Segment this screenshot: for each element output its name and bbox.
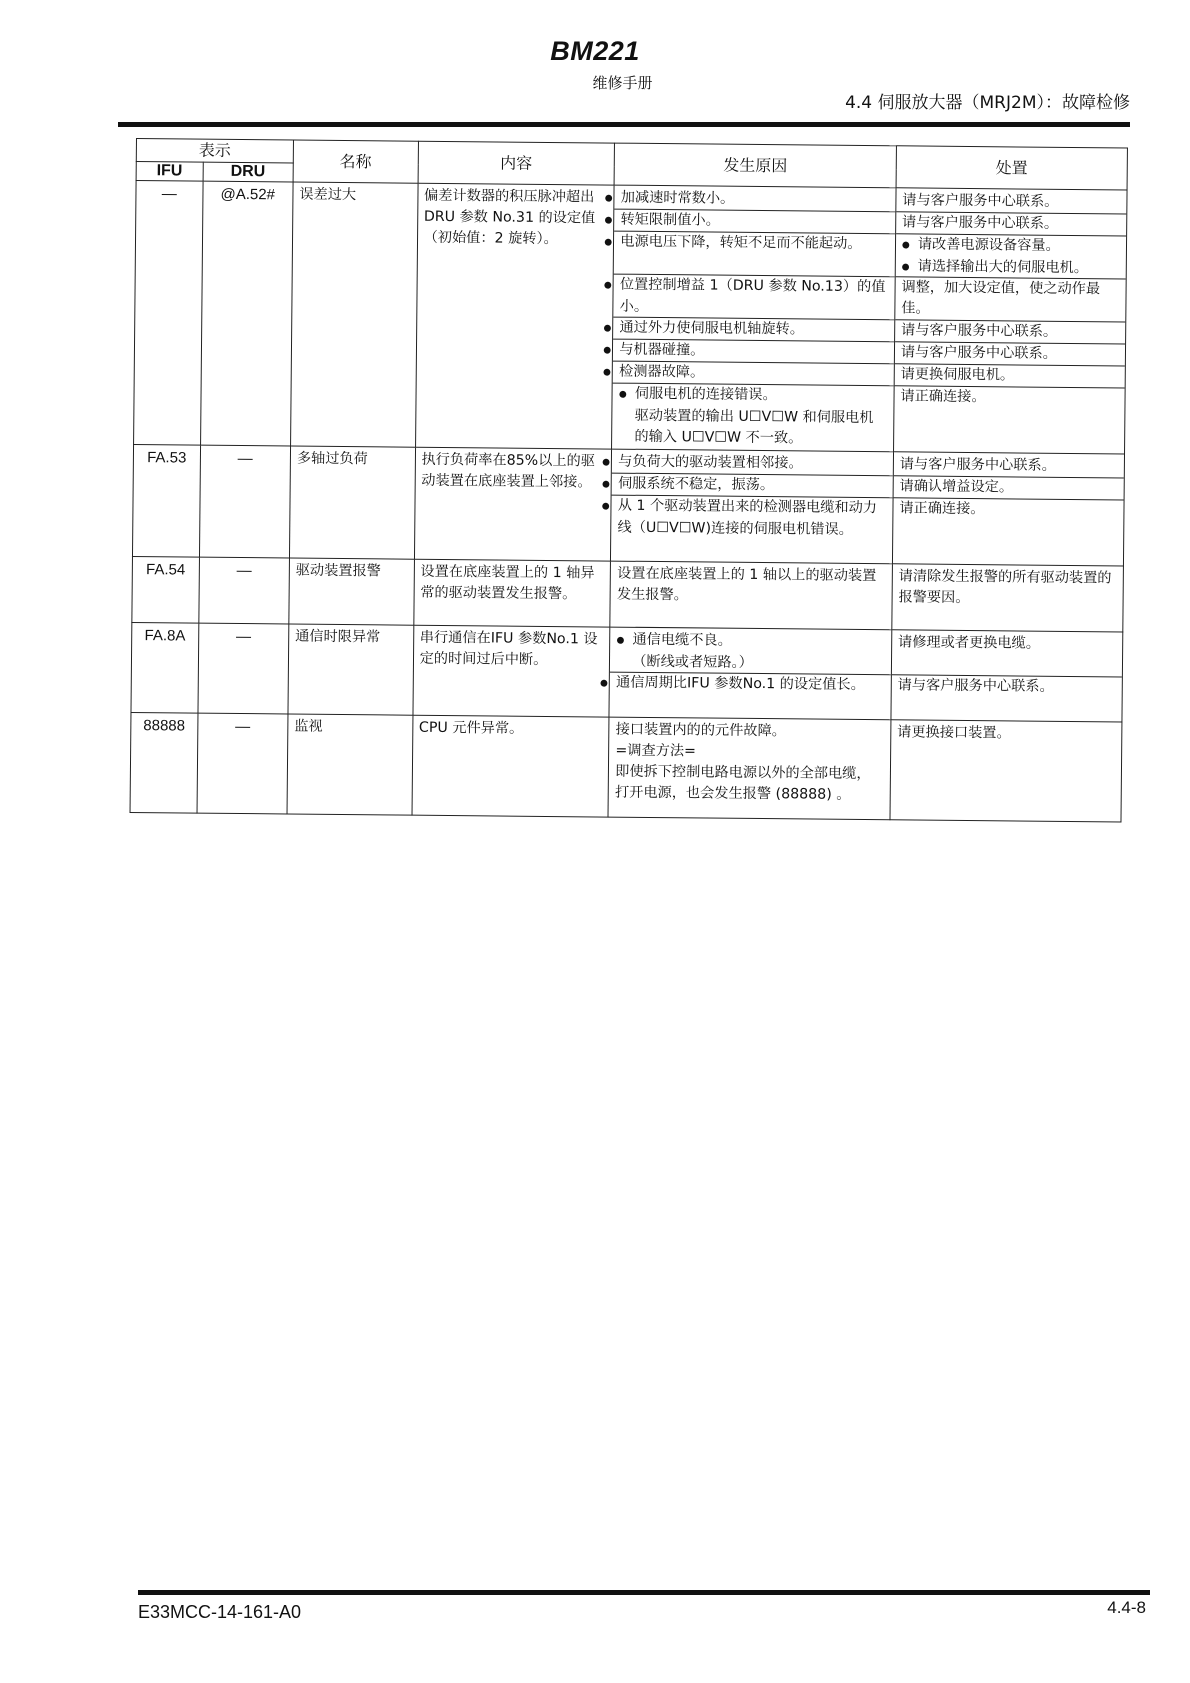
- header-content: 内容: [418, 141, 615, 185]
- table-row: [134, 181, 1127, 455]
- action-item: 请修理或者更换电缆。: [892, 632, 1123, 677]
- alarm-content: 偏差计数器的积压脉冲超出 DRU 参数 No.31 的设定值（初始值：2 旋转）。: [415, 183, 614, 449]
- document-subtitle: 维修手册: [592, 74, 653, 92]
- table-row: [132, 556, 1124, 632]
- cause-text: ● 通信电缆不良。: [616, 630, 885, 655]
- action-item: 请与客户服务中心联系。: [895, 342, 1125, 366]
- ifu-code: —: [134, 181, 203, 446]
- action-item: 请更换伺服电机。: [895, 364, 1125, 388]
- action-item: 请正确连接。: [899, 500, 985, 518]
- action-cell: [893, 188, 1127, 454]
- cause-item: ● 检测器故障。: [613, 362, 894, 387]
- header-rule: [118, 122, 1130, 127]
- cause-item: ● 伺服系统不稳定，振荡。: [612, 474, 893, 499]
- alarm-content: 设置在底座装置上的 1 轴异常的驱动装置发生报警。: [413, 559, 610, 627]
- footer-rule: [138, 1590, 1150, 1595]
- ifu-code: FA.54: [132, 556, 199, 623]
- action-item: [896, 234, 1127, 279]
- action-item: 请与客户服务中心联系。: [896, 190, 1126, 214]
- dru-code: —: [198, 623, 289, 714]
- dru-code: —: [197, 713, 288, 814]
- fault-table: [130, 138, 1128, 822]
- cause-item: ● 从 1 个驱动装置出来的检测器电缆和动力线（U☐V☐W)连接的伺服电机错误。: [611, 496, 892, 562]
- cause-text: ● 伺服电机的连接错误。: [619, 384, 888, 409]
- header-ifu: IFU: [136, 162, 203, 182]
- alarm-name: 监视: [287, 714, 413, 815]
- cause-detail: 驱动装置的输出 U☐V☐W 和伺服电机的输入 U☐V☐W 不一致。: [634, 407, 874, 447]
- alarm-name: 多轴过负荷: [289, 446, 415, 559]
- action-item: 请与客户服务中心联系。: [894, 454, 1124, 478]
- cause-item: ● 位置控制增益 1（DRU 参数 No.13）的值小。: [614, 275, 895, 321]
- cause-cell: [611, 449, 894, 564]
- cause-item: ● 转矩限制值小。: [614, 210, 895, 235]
- cause-item: ● 通过外力使伺服电机轴旋转。: [613, 318, 894, 343]
- cause-item: [612, 384, 893, 450]
- cause-item: ● 与机器碰撞。: [613, 340, 894, 365]
- cause-line: 即使拆下控制电路电源以外的全部电缆，打开电源，也会发生报警 (88888) 。: [614, 763, 871, 803]
- header-cause: 发生原因: [614, 143, 896, 188]
- action-bullet: ● 请改善电源设备容量。: [902, 234, 1120, 258]
- header-display: 表示: [136, 139, 293, 164]
- alarm-name: 驱动装置报警: [289, 558, 414, 625]
- cause-detail: （断线或者短路。）: [632, 653, 753, 671]
- cause-item: [610, 630, 891, 676]
- cause-cell: 设置在底座装置上的 1 轴以上的驱动装置发生报警。: [610, 561, 892, 630]
- header-action: 处置: [896, 146, 1128, 190]
- alarm-content: 执行负荷率在85%以上的驱动装置在底座装置上邻接。: [414, 447, 612, 561]
- ifu-code: 88888: [130, 712, 198, 813]
- action-item: 请与客户服务中心联系。: [896, 212, 1126, 236]
- action-cell: 请更换接口装置。: [890, 720, 1122, 822]
- action-cell: [892, 452, 1124, 566]
- alarm-content: 串行通信在IFU 参数No.1 设定的时间过后中断。: [413, 625, 611, 717]
- alarm-name: 误差过大: [290, 182, 417, 447]
- cause-cell: [612, 185, 896, 452]
- cause-item: ● 与负荷大的驱动装置相邻接。: [612, 452, 893, 477]
- cause-item: ● 电源电压下降，转矩不足而不能起动。: [614, 232, 895, 278]
- action-cell: [891, 630, 1123, 722]
- cause-cell: [609, 627, 891, 720]
- cause-cell: [608, 717, 891, 820]
- cause-item: ● 通信周期比IFU 参数No.1 的设定值长。: [610, 673, 891, 718]
- action-item: 调整，加大设定值，使之动作最佳。: [895, 277, 1126, 322]
- table-row: [132, 444, 1124, 566]
- header-dru: DRU: [203, 162, 293, 182]
- action-item: 请与客户服务中心联系。: [897, 677, 1054, 695]
- dru-code: —: [199, 445, 290, 558]
- dru-code: —: [198, 557, 289, 624]
- document-code: E33MCC-14-161-A0: [138, 1602, 302, 1622]
- cause-line: 接口装置内的的元件故障。: [615, 721, 786, 740]
- ifu-code: FA.53: [132, 444, 200, 557]
- section-title: 4.4 伺服放大器（MRJ2M）：故障检修: [845, 93, 1130, 113]
- document-title: BM221: [550, 36, 640, 66]
- page-number: 4.4-8: [1107, 1598, 1146, 1617]
- table-row: [130, 712, 1122, 822]
- alarm-content: CPU 元件异常。: [412, 715, 610, 817]
- alarm-name: 通信时限异常: [288, 624, 414, 715]
- action-item: 请与客户服务中心联系。: [895, 320, 1125, 344]
- table-row: [131, 622, 1123, 722]
- ifu-code: FA.8A: [131, 622, 198, 713]
- cause-item: ● 加减速时常数小。: [615, 188, 896, 213]
- action-cell: 请清除发生报警的所有驱动装置的报警要因。: [892, 564, 1124, 632]
- cause-line: =调查方法=: [615, 742, 697, 760]
- action-item: 请确认增益设定。: [893, 476, 1123, 500]
- dru-code: @A.52#: [200, 181, 293, 446]
- action-bullet: ● 请选择输出大的伺服电机。: [902, 256, 1120, 280]
- action-item: 请正确连接。: [900, 388, 986, 406]
- header-name: 名称: [293, 140, 418, 183]
